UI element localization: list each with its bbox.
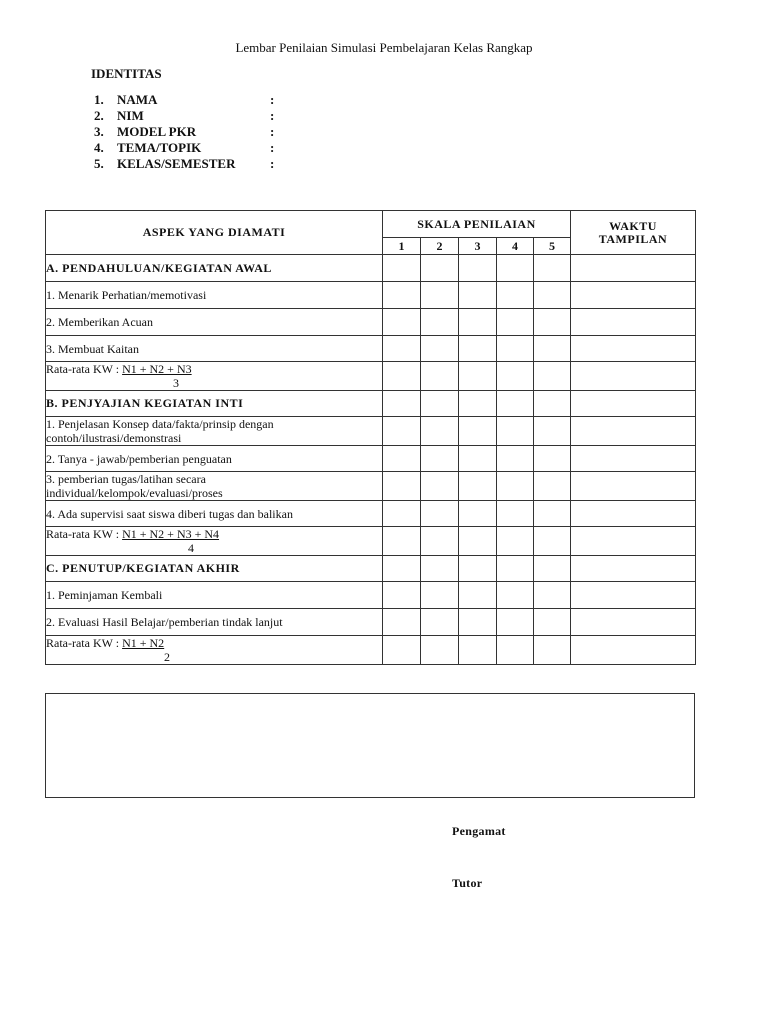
score-cell[interactable]: [383, 501, 421, 527]
score-cell[interactable]: [534, 582, 571, 609]
waktu-cell[interactable]: [571, 362, 696, 391]
row-number: 1.: [94, 92, 104, 107]
score-cell[interactable]: [497, 527, 534, 556]
item-line: 3. pemberian tugas/latihan secara: [46, 472, 206, 486]
waktu-cell[interactable]: [571, 309, 696, 336]
header-waktu-line1: WAKTU: [609, 218, 657, 233]
header-skala: SKALA PENILAIAN: [383, 211, 571, 238]
header-waktu-line2: TAMPILAN: [598, 231, 668, 246]
score-cell[interactable]: [459, 527, 497, 556]
score-cell[interactable]: [497, 282, 534, 309]
score-cell[interactable]: [421, 417, 459, 446]
row-label: TEMA/TOPIK: [117, 140, 202, 155]
score-cell[interactable]: [459, 472, 497, 501]
row-colon: :: [270, 92, 275, 107]
item-line: individual/kelompok/evaluasi/proses: [46, 486, 223, 500]
waktu-cell[interactable]: [571, 282, 696, 309]
waktu-cell[interactable]: [571, 609, 696, 636]
score-cell[interactable]: [459, 391, 497, 417]
item-line: contoh/ilustrasi/demonstrasi: [46, 431, 182, 445]
item-label: [46, 417, 383, 446]
score-cell[interactable]: [534, 336, 571, 362]
score-cell[interactable]: [459, 362, 497, 391]
waktu-cell[interactable]: [571, 556, 696, 582]
scale-1: 1: [383, 238, 421, 255]
rata-numerator: N1 + N2 + N3: [122, 362, 192, 376]
item-label: 2. Evaluasi Hasil Belajar/pemberian tindak lanjut: [46, 609, 383, 636]
score-cell[interactable]: [459, 255, 497, 282]
item-label: 3. Membuat Kaitan: [46, 336, 383, 362]
rata-prefix: Rata-rata KW :: [46, 362, 123, 376]
rata-prefix: Rata-rata KW :: [46, 636, 123, 650]
score-cell[interactable]: [497, 417, 534, 446]
score-cell[interactable]: [383, 556, 421, 582]
rata-prefix: Rata-rata KW :: [46, 527, 123, 541]
score-cell[interactable]: [383, 417, 421, 446]
header-waktu: [571, 211, 696, 255]
waktu-cell[interactable]: [571, 501, 696, 527]
score-cell[interactable]: [497, 309, 534, 336]
section-b-row: [46, 391, 696, 417]
score-cell[interactable]: [534, 609, 571, 636]
waktu-cell[interactable]: [571, 446, 696, 472]
score-cell[interactable]: [421, 527, 459, 556]
score-cell[interactable]: [383, 472, 421, 501]
score-cell[interactable]: [383, 446, 421, 472]
rata-rata-b: [46, 527, 383, 556]
score-cell[interactable]: [459, 417, 497, 446]
score-cell[interactable]: [534, 282, 571, 309]
score-cell[interactable]: [383, 527, 421, 556]
score-cell[interactable]: [421, 582, 459, 609]
score-cell[interactable]: [497, 636, 534, 665]
score-cell[interactable]: [421, 501, 459, 527]
scale-4: 4: [497, 238, 534, 255]
score-cell[interactable]: [534, 527, 571, 556]
waktu-cell[interactable]: [571, 472, 696, 501]
rata-numerator: N1 + N2: [122, 636, 165, 650]
header-aspek: ASPEK YANG DIAMATI: [46, 211, 383, 255]
assessment-table: [45, 210, 696, 665]
score-cell[interactable]: [383, 255, 421, 282]
score-cell[interactable]: [534, 362, 571, 391]
score-cell[interactable]: [383, 282, 421, 309]
rata-numerator: N1 + N2 + N3 + N4: [122, 527, 220, 541]
score-cell[interactable]: [383, 609, 421, 636]
table-row: [46, 282, 696, 309]
score-cell[interactable]: [459, 309, 497, 336]
row-number: 2.: [94, 108, 104, 123]
waktu-cell[interactable]: [571, 391, 696, 417]
item-label: 1. Peminjaman Kembali: [46, 582, 383, 609]
score-cell[interactable]: [421, 609, 459, 636]
score-cell[interactable]: [497, 609, 534, 636]
score-cell[interactable]: [459, 501, 497, 527]
item-label: 4. Ada supervisi saat siswa diberi tugas dan balikan: [46, 501, 383, 527]
score-cell[interactable]: [534, 446, 571, 472]
waktu-cell[interactable]: [571, 255, 696, 282]
score-cell[interactable]: [497, 255, 534, 282]
rata-denominator: 2: [164, 650, 170, 664]
row-label: NIM: [117, 108, 144, 123]
table-row: [46, 472, 696, 501]
score-cell[interactable]: [534, 255, 571, 282]
item-label: 2. Memberikan Acuan: [46, 309, 383, 336]
scale-2: 2: [421, 238, 459, 255]
identitas-heading: IDENTITAS: [91, 66, 162, 81]
rata-rata-c: [46, 636, 383, 665]
score-cell[interactable]: [497, 446, 534, 472]
score-cell[interactable]: [534, 556, 571, 582]
rata-denominator: 3: [173, 376, 179, 390]
row-number: 5.: [94, 156, 104, 171]
score-cell[interactable]: [497, 472, 534, 501]
score-cell[interactable]: [534, 309, 571, 336]
score-cell[interactable]: [497, 582, 534, 609]
score-cell[interactable]: [459, 609, 497, 636]
score-cell[interactable]: [421, 336, 459, 362]
table-row: [46, 309, 696, 336]
table-row: [46, 336, 696, 362]
notes-box[interactable]: [45, 693, 695, 798]
score-cell[interactable]: [421, 362, 459, 391]
score-cell[interactable]: [421, 636, 459, 665]
score-cell[interactable]: [497, 501, 534, 527]
score-cell[interactable]: [383, 391, 421, 417]
score-cell[interactable]: [383, 336, 421, 362]
score-cell[interactable]: [497, 556, 534, 582]
score-cell[interactable]: [383, 362, 421, 391]
row-colon: :: [270, 156, 275, 171]
rata-rata-row: [46, 636, 696, 665]
table-row: [46, 501, 696, 527]
score-cell[interactable]: [459, 636, 497, 665]
waktu-cell[interactable]: [571, 336, 696, 362]
row-colon: :: [270, 124, 275, 139]
score-cell[interactable]: [383, 636, 421, 665]
rata-rata-a: [46, 362, 383, 391]
score-cell[interactable]: [421, 309, 459, 336]
score-cell[interactable]: [421, 282, 459, 309]
score-cell[interactable]: [421, 446, 459, 472]
row-label: MODEL PKR: [117, 124, 197, 139]
score-cell[interactable]: [497, 362, 534, 391]
waktu-cell[interactable]: [571, 582, 696, 609]
scale-3: 3: [459, 238, 497, 255]
waktu-cell[interactable]: [571, 417, 696, 446]
rata-rata-row: [46, 527, 696, 556]
score-cell[interactable]: [534, 472, 571, 501]
waktu-cell[interactable]: [571, 527, 696, 556]
pengamat-label: Pengamat: [452, 824, 506, 838]
row-colon: :: [270, 140, 275, 155]
score-cell[interactable]: [534, 501, 571, 527]
score-cell[interactable]: [534, 417, 571, 446]
score-cell[interactable]: [534, 391, 571, 417]
rata-rata-row: [46, 362, 696, 391]
score-cell[interactable]: [459, 336, 497, 362]
tutor-label: Tutor: [452, 876, 483, 890]
row-colon: :: [270, 108, 275, 123]
score-cell[interactable]: [459, 582, 497, 609]
score-cell[interactable]: [459, 556, 497, 582]
section-c-row: [46, 556, 696, 582]
section-a-label: A. PENDAHULUAN/KEGIATAN AWAL: [46, 255, 383, 282]
item-label: [46, 472, 383, 501]
score-cell[interactable]: [497, 336, 534, 362]
table-row: [46, 446, 696, 472]
score-cell[interactable]: [421, 255, 459, 282]
table-row: [46, 417, 696, 446]
score-cell[interactable]: [383, 582, 421, 609]
document-title: Lembar Penilaian Simulasi Pembelajaran Kelas Rangkap: [235, 40, 533, 55]
score-cell[interactable]: [459, 282, 497, 309]
score-cell[interactable]: [421, 472, 459, 501]
row-number: 3.: [94, 124, 104, 139]
row-number: 4.: [94, 140, 104, 155]
waktu-cell[interactable]: [571, 636, 696, 665]
score-cell[interactable]: [534, 636, 571, 665]
row-label: NAMA: [117, 92, 158, 107]
row-label: KELAS/SEMESTER: [117, 156, 236, 171]
item-label: 2. Tanya - jawab/pemberian penguatan: [46, 446, 383, 472]
score-cell[interactable]: [497, 391, 534, 417]
rata-denominator: 4: [188, 541, 194, 555]
table-row: [46, 609, 696, 636]
section-b-label: B. PENJYAJIAN KEGIATAN INTI: [46, 391, 383, 417]
score-cell[interactable]: [459, 446, 497, 472]
scale-5: 5: [534, 238, 571, 255]
section-a-row: [46, 255, 696, 282]
table-row: [46, 582, 696, 609]
score-cell[interactable]: [421, 556, 459, 582]
score-cell[interactable]: [421, 391, 459, 417]
score-cell[interactable]: [383, 309, 421, 336]
section-c-label: C. PENUTUP/KEGIATAN AKHIR: [46, 556, 383, 582]
item-label: 1. Menarik Perhatian/memotivasi: [46, 282, 383, 309]
item-line: 1. Penjelasan Konsep data/fakta/prinsip dengan: [46, 417, 274, 431]
